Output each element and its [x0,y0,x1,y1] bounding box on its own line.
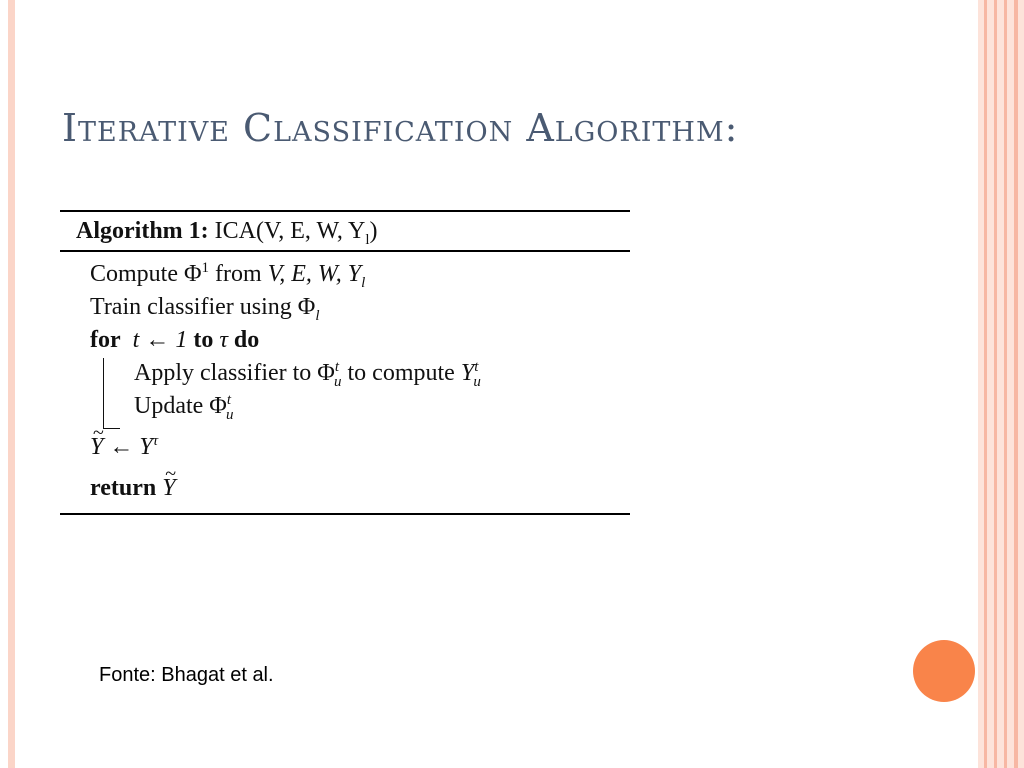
return-keyword: return [90,475,157,501]
algo-line-compute [90,258,630,291]
algorithm-signature-close: ) [369,218,378,244]
algo-line-compute-sup: 1 [201,260,210,276]
assign-arrow: ← [103,434,140,460]
algo-line-compute-sub: l [361,274,366,291]
algo-line-compute-vars: V, E, W, Y [267,261,362,287]
right-stripe-1 [984,0,987,768]
y-tilde: ~ Y [90,431,103,464]
return-y-tilde: ~ Y [162,472,175,505]
algorithm-body [60,252,630,513]
algo-line-apply [90,357,630,390]
for-range-start: t ← 1 [132,327,188,353]
source-caption: Fonte: Bhagat et al. [99,664,274,686]
algo-line-apply-sup: t [334,359,340,375]
algo-line-return [90,472,630,505]
algo-line-update-sup: t [226,392,232,408]
for-keyword: for [90,327,121,353]
loop-bracket [103,358,120,429]
algo-line-train-text: Train classifier using Φ [90,294,316,320]
right-stripe-4 [1014,0,1018,768]
algorithm-label: Algorithm 1: [76,218,209,244]
algo-line-compute-text: Compute Φ [90,261,202,287]
algo-line-update [90,390,630,423]
decorative-circle [913,640,975,702]
algo-line-update-sub: u [226,406,234,423]
algo-line-compute-from: from [209,261,268,287]
algo-line-train-sub: l [315,307,320,324]
algo-line-apply-sub: u [334,373,342,390]
slide-title: Iterative Classification Algorithm: [62,106,739,150]
algo-line-apply-text: Apply classifier to Φ [134,360,335,386]
algorithm-header [60,212,630,250]
right-stripe-3 [1004,0,1007,768]
do-keyword: do [233,327,260,353]
algo-line-update-text: Update Φ [134,393,227,419]
algorithm-bottom-rule [60,513,630,515]
algorithm-box [60,210,630,515]
algo-line-train [90,291,630,324]
y-final-sup: τ [152,433,159,449]
algorithm-signature: ICA(V, E, W, Y [214,218,366,244]
right-stripe-2 [994,0,997,768]
y-final: Y [139,434,153,460]
for-range-end: τ [219,327,228,353]
algo-line-for [90,324,630,357]
algo-line-apply-y: Y [460,360,475,386]
left-border-stripe [8,0,15,768]
algorithm-signature-sub: l [365,231,370,248]
algo-line-apply-sup2: t [474,359,479,375]
to-keyword: to [193,327,214,353]
algo-line-apply-mid: to compute [341,360,461,386]
algo-line-apply-sub2: u [473,373,481,390]
